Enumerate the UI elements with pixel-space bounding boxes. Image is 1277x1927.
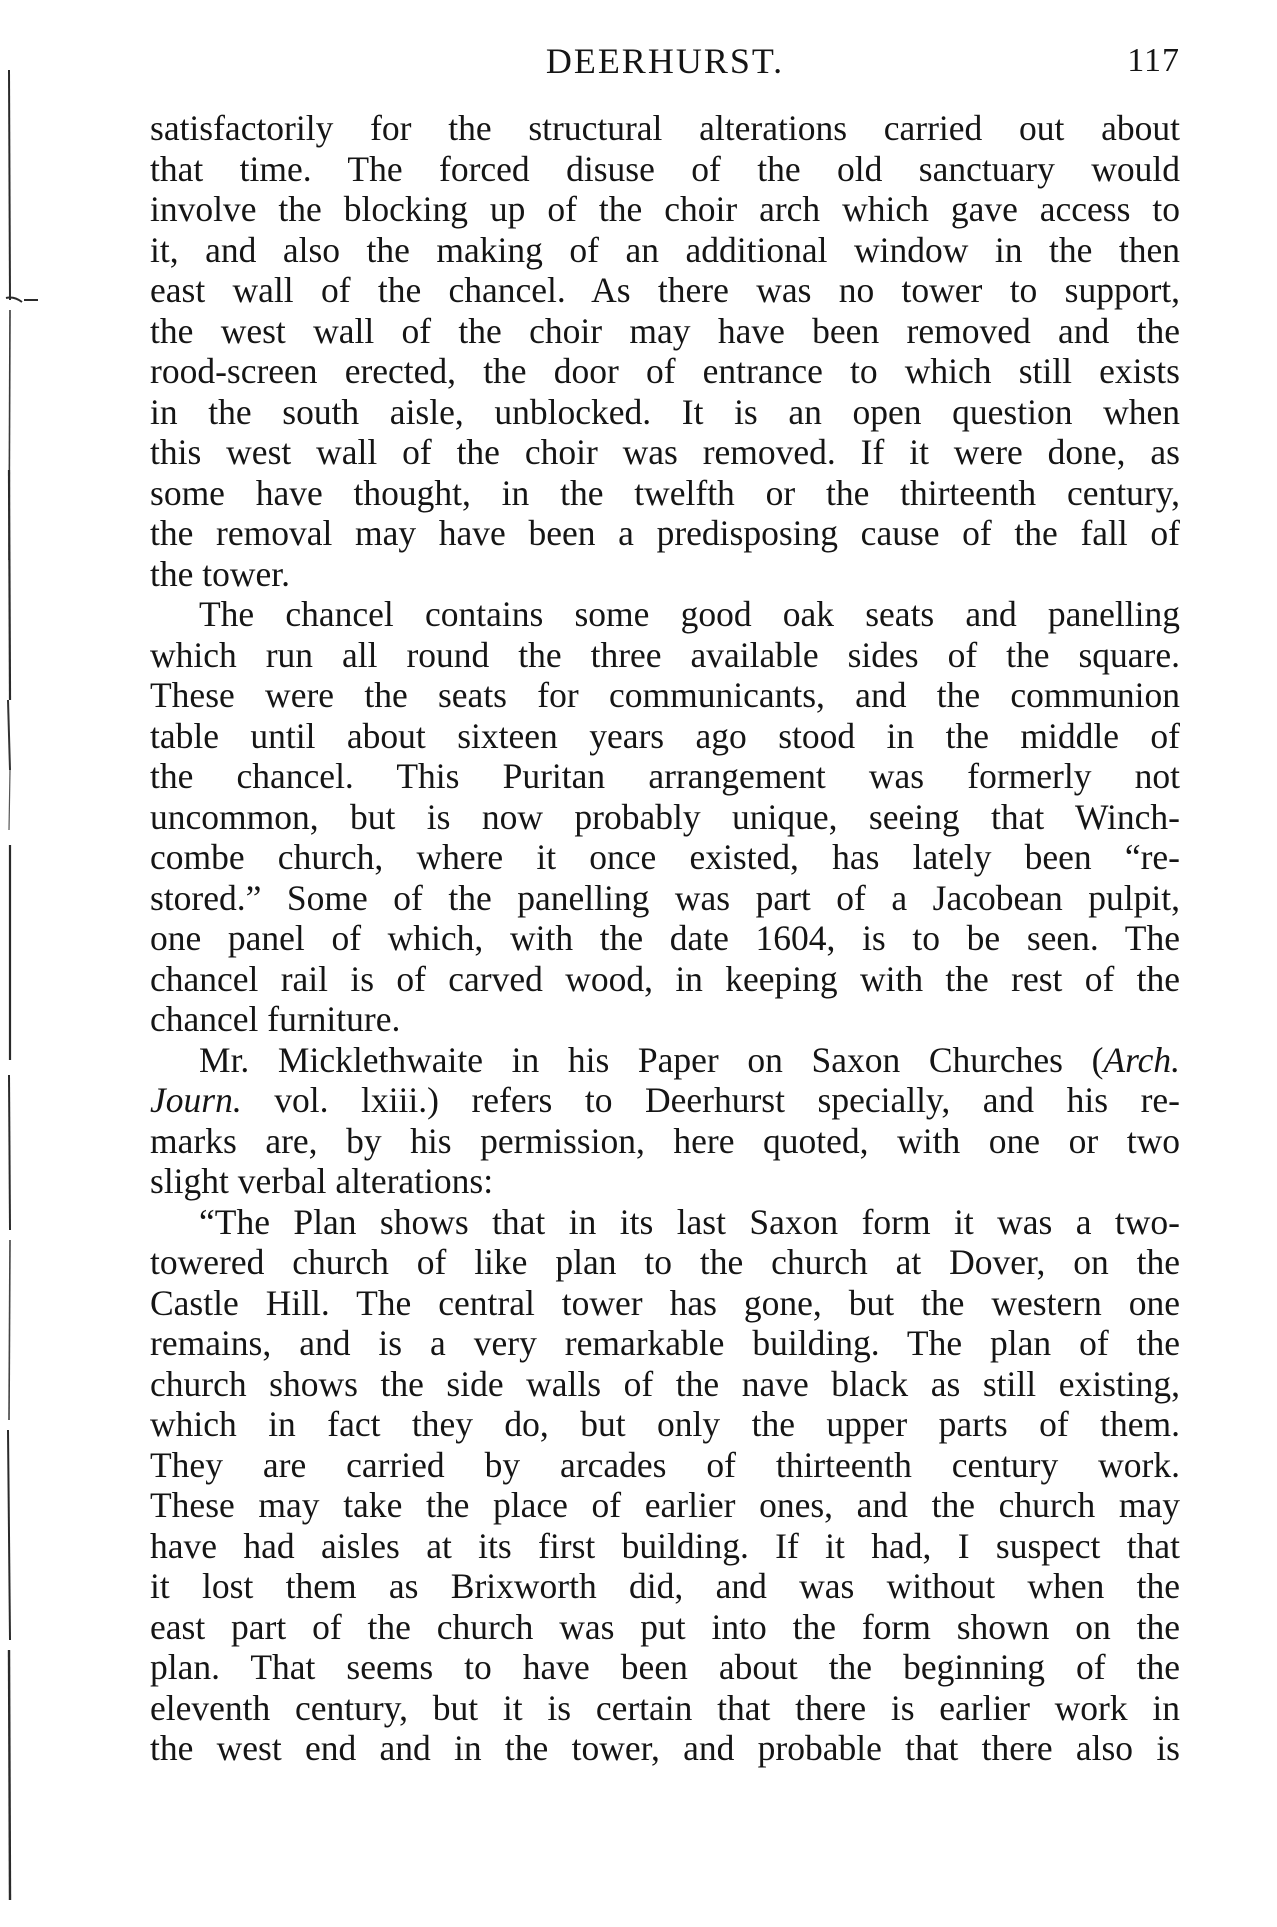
text-line: chancel rail is of carved wood, in keeping with the rest of the xyxy=(150,958,1180,999)
page-number: 117 xyxy=(1127,42,1180,79)
running-title: DEERHURST. xyxy=(545,41,785,81)
text-line: the west wall of the choir may have been removed and the xyxy=(150,310,1180,351)
text-line: have had aisles at its first building. If it had, I suspect that xyxy=(150,1525,1180,1566)
paragraph-plan-quote xyxy=(150,1202,1180,1769)
text-line: combe church, where it once existed, has lately been “re- xyxy=(150,837,1180,877)
text-line: The chancel contains some good oak seats and panelling xyxy=(199,594,1180,634)
text-line: the tower. xyxy=(150,553,290,594)
text-line: one panel of which, with the date 1604, is to be seen. The xyxy=(150,918,1180,958)
text-line: some have thought, in the twelfth or the thirteenth century, xyxy=(150,472,1180,513)
body-text xyxy=(150,108,1180,1769)
text-line: Mr. Micklethwaite in his Paper on Saxon Churches (Arch. xyxy=(199,1039,1180,1080)
text-line: These were the seats for communicants, and the communion xyxy=(150,675,1180,715)
text-line: which in fact they do, but only the upper parts of them. xyxy=(150,1404,1180,1444)
text-line: remains, and is a very remarkable building. The plan of the xyxy=(150,1323,1180,1363)
text-line: Journ. vol. lxiii.) refers to Deerhurst specially, and his re- xyxy=(150,1080,1180,1120)
text-line: slight verbal alterations: xyxy=(150,1161,494,1201)
text-line: church shows the side walls of the nave black as still existing, xyxy=(150,1363,1180,1404)
page-header xyxy=(150,38,1180,84)
text-line: in the south aisle, unblocked. It is an open question when xyxy=(150,391,1180,432)
text-line: table until about sixteen years ago stood in the middle of xyxy=(150,715,1180,756)
text-line: that time. The forced disuse of the old sanctuary would xyxy=(150,148,1180,189)
text-line: rood-screen erected, the door of entrance to which still exists xyxy=(150,351,1180,391)
text-line: which run all round the three available sides of the square. xyxy=(150,634,1180,675)
paragraph-sanctuary-alterations xyxy=(150,108,1180,594)
text-line: it, and also the making of an additional window in the then xyxy=(150,229,1180,270)
text-line: east part of the church was put into the form shown on the xyxy=(150,1606,1180,1647)
text-line: the removal may have been a predisposing cause of the fall of xyxy=(150,513,1180,553)
text-line: this west wall of the choir was removed. If it were done, as xyxy=(150,432,1180,472)
text-line: the west end and in the tower, and probable that there also is xyxy=(150,1728,1180,1768)
text-line: Castle Hill. The central tower has gone, but the western one xyxy=(150,1282,1180,1323)
text-line: chancel furniture. xyxy=(150,999,401,1039)
text-line: plan. That seems to have been about the beginning of the xyxy=(150,1647,1180,1687)
text-line: These may take the place of earlier ones, and the church may xyxy=(150,1485,1180,1525)
text-line: east wall of the chancel. As there was no tower to support, xyxy=(150,270,1180,310)
page-binding-edge xyxy=(0,0,40,1927)
text-line: towered church of like plan to the church at Dover, on the xyxy=(150,1242,1180,1282)
text-line: stored.” Some of the panelling was part of a Jacobean pulpit, xyxy=(150,877,1180,918)
text-line: satisfactorily for the structural alterations carried out about xyxy=(150,108,1180,148)
text-line: involve the blocking up of the choir arch which gave access to xyxy=(150,189,1180,229)
text-line: “The Plan shows that in its last Saxon form it was a two- xyxy=(199,1201,1180,1242)
text-line: the chancel. This Puritan arrangement was formerly not xyxy=(150,756,1180,796)
paragraph-micklethwaite xyxy=(150,1040,1180,1202)
text-line: eleventh century, but it is certain that there is earlier work in xyxy=(150,1687,1180,1728)
paragraph-chancel-seats xyxy=(150,594,1180,1040)
text-line: it lost them as Brixworth did, and was without when the xyxy=(150,1566,1180,1606)
text-line: marks are, by his permission, here quoted, with one or two xyxy=(150,1120,1180,1161)
text-line: uncommon, but is now probably unique, seeing that Winch- xyxy=(150,796,1180,837)
text-line: They are carried by arcades of thirteenth century work. xyxy=(150,1444,1180,1485)
